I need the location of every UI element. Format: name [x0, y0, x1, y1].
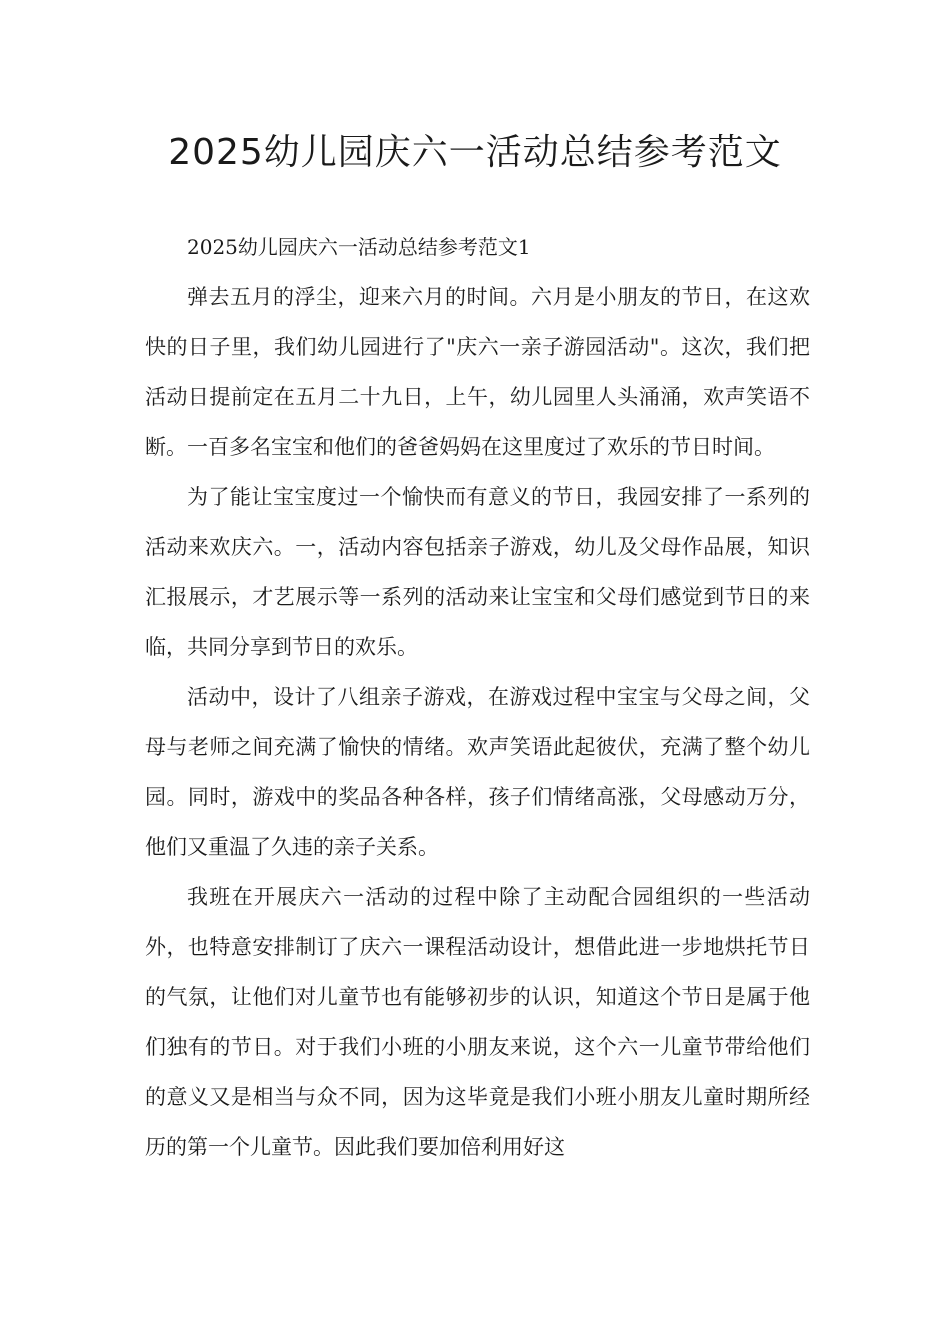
- document-body: [145, 222, 810, 1172]
- document-title: 2025幼儿园庆六一活动总结参考范文: [168, 132, 782, 173]
- paragraph-2: 为了能让宝宝度过一个愉快而有意义的节日，我园安排了一系列的活动来欢庆六。一，活动内容包括亲子游戏，幼儿及父母作品展，知识汇报展示，才艺展示等一系列的活动来让宝宝和父母们感觉到节日的来临，共同分享到节日的欢乐。: [145, 485, 810, 659]
- paragraph-1: 弹去五月的浮尘，迎来六月的时间。六月是小朋友的节日，在这欢快的日子里，我们幼儿园进行了"庆六一亲子游园活动"。这次，我们把活动日提前定在五月二十九日，上午，幼儿园里人头涌涌，欢声笑语不断。一百多名宝宝和他们的爸爸妈妈在这里度过了欢乐的节日时间。: [145, 285, 810, 459]
- paragraph-3: 活动中，设计了八组亲子游戏，在游戏过程中宝宝与父母之间，父母与老师之间充满了愉快的情绪。欢声笑语此起彼伏，充满了整个幼儿园。同时，游戏中的奖品各种各样，孩子们情绪高涨，父母感动万分，他们又重温了久违的亲子关系。: [145, 685, 810, 859]
- paragraph-4: 我班在开展庆六一活动的过程中除了主动配合园组织的一些活动外，也特意安排制订了庆六一课程活动设计，想借此进一步地烘托节日的气氛，让他们对儿童节也有能够初步的认识，知道这个节日是属于他们独有的节日。对于我们小班的小朋友来说，这个六一儿童节带给他们的意义又是相当与众不同，因为这毕竟是我们小班小朋友儿童时期所经历的第一个儿童节。因此我们要加倍利用好这: [145, 885, 810, 1159]
- section-heading: 2025幼儿园庆六一活动总结参考范文1: [187, 235, 531, 259]
